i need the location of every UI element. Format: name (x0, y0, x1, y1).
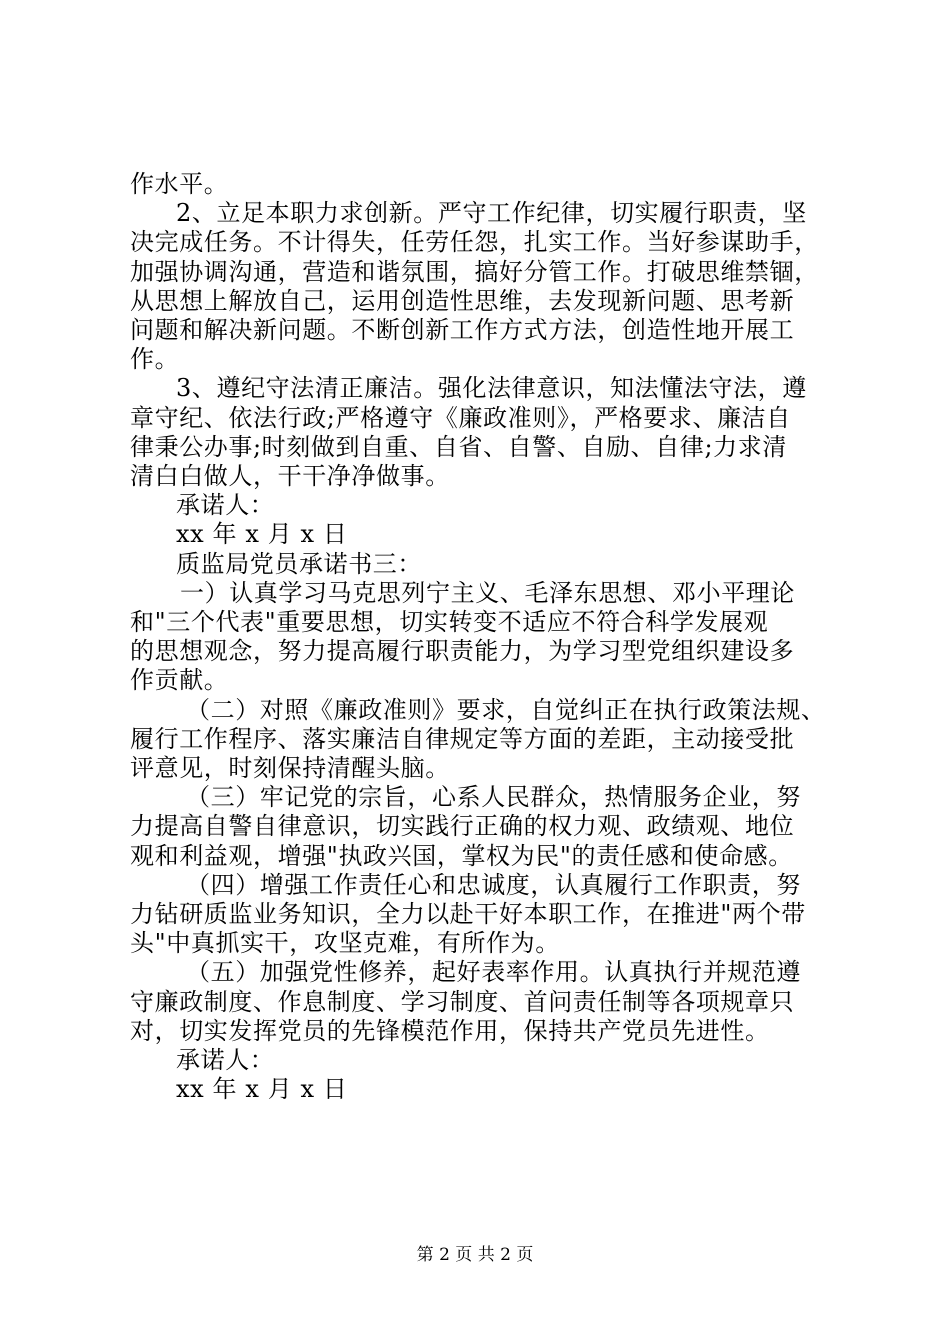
text-line: 清白白做人，干干净净做事。 (130, 462, 450, 491)
text-line: 力提高自警自律意识，切实践行正确的权力观、政绩观、地位 (130, 812, 795, 841)
text-line: 质监局党员承诺书三： (176, 549, 422, 578)
text-line: （五）加强党性修养，起好表率作用。认真执行并规范遵 (186, 958, 801, 987)
text-line: 章守纪、依法行政;严格遵守《廉政准则》，严格要求、廉洁自 (130, 403, 791, 432)
text-line: 履行工作程序、落实廉洁自律规定等方面的差距，主动接受批 (130, 724, 795, 753)
text-line: 一）认真学习马克思列宁主义、毛泽东思想、邓小平理论 (180, 578, 795, 607)
text-line: （三）牢记党的宗旨，心系人民群众，热情服务企业，努 (186, 783, 801, 812)
text-line: 对，切实发挥党员的先锋模范作用，保持共产党员先进性。 (130, 1016, 770, 1045)
text-line: 律秉公办事;时刻做到自重、自省、自警、自励、自律;力求清 (130, 432, 787, 461)
text-line: 观和利益观，增强"执政兴国，掌权为民"的责任感和使命感。 (130, 841, 793, 870)
text-line: 决完成任务。不计得失，任劳任怨，扎实工作。当好参谋助手， (130, 228, 819, 257)
text-line: 承诺人： (176, 491, 275, 520)
text-line: xx 年 x 月 x 日 (176, 520, 348, 549)
text-line: 2、立足本职力求创新。严守工作纪律，切实履行职责，坚 (176, 199, 807, 228)
page-footer: 第 2 页 共 2 页 (416, 1245, 534, 1265)
document-body (130, 170, 835, 1105)
text-line: 评意见，时刻保持清醒头脑。 (130, 754, 450, 783)
text-line: 3、遵纪守法清正廉洁。强化法律意识，知法懂法守法，遵 (176, 374, 807, 403)
text-line: （四）增强工作责任心和忠诚度，认真履行工作职责，努 (186, 870, 801, 899)
text-line: 力钻研质监业务知识，全力以赴干好本职工作，在推进"两个带 (130, 900, 806, 929)
text-line: 问题和解决新问题。不断创新工作方式方法，创造性地开展工 (130, 316, 795, 345)
text-line: 头"中真抓实干，攻坚克难，有所作为。 (130, 929, 560, 958)
text-line: 加强协调沟通，营造和谐氛围，搞好分管工作。打破思维禁锢， (130, 257, 819, 286)
text-line: （二）对照《廉政准则》要求，自觉纠正在执行政策法规、 (186, 695, 826, 724)
text-line: 承诺人： (176, 1046, 275, 1075)
text-line: 作水平。 (130, 170, 229, 198)
text-line: 从思想上解放自己，运用创造性思维，去发现新问题、思考新 (130, 286, 795, 315)
text-line: 作贡献。 (130, 666, 229, 695)
text-line: xx 年 x 月 x 日 (176, 1075, 348, 1104)
text-line: 的思想观念，努力提高履行职责能力，为学习型党组织建设多 (130, 637, 795, 666)
text-line: 作。 (130, 345, 180, 374)
text-line: 和"三个代表"重要思想，切实转变不适应不符合科学发展观 (130, 608, 769, 637)
text-line: 守廉政制度、作息制度、学习制度、首问责任制等各项规章只 (130, 987, 795, 1016)
